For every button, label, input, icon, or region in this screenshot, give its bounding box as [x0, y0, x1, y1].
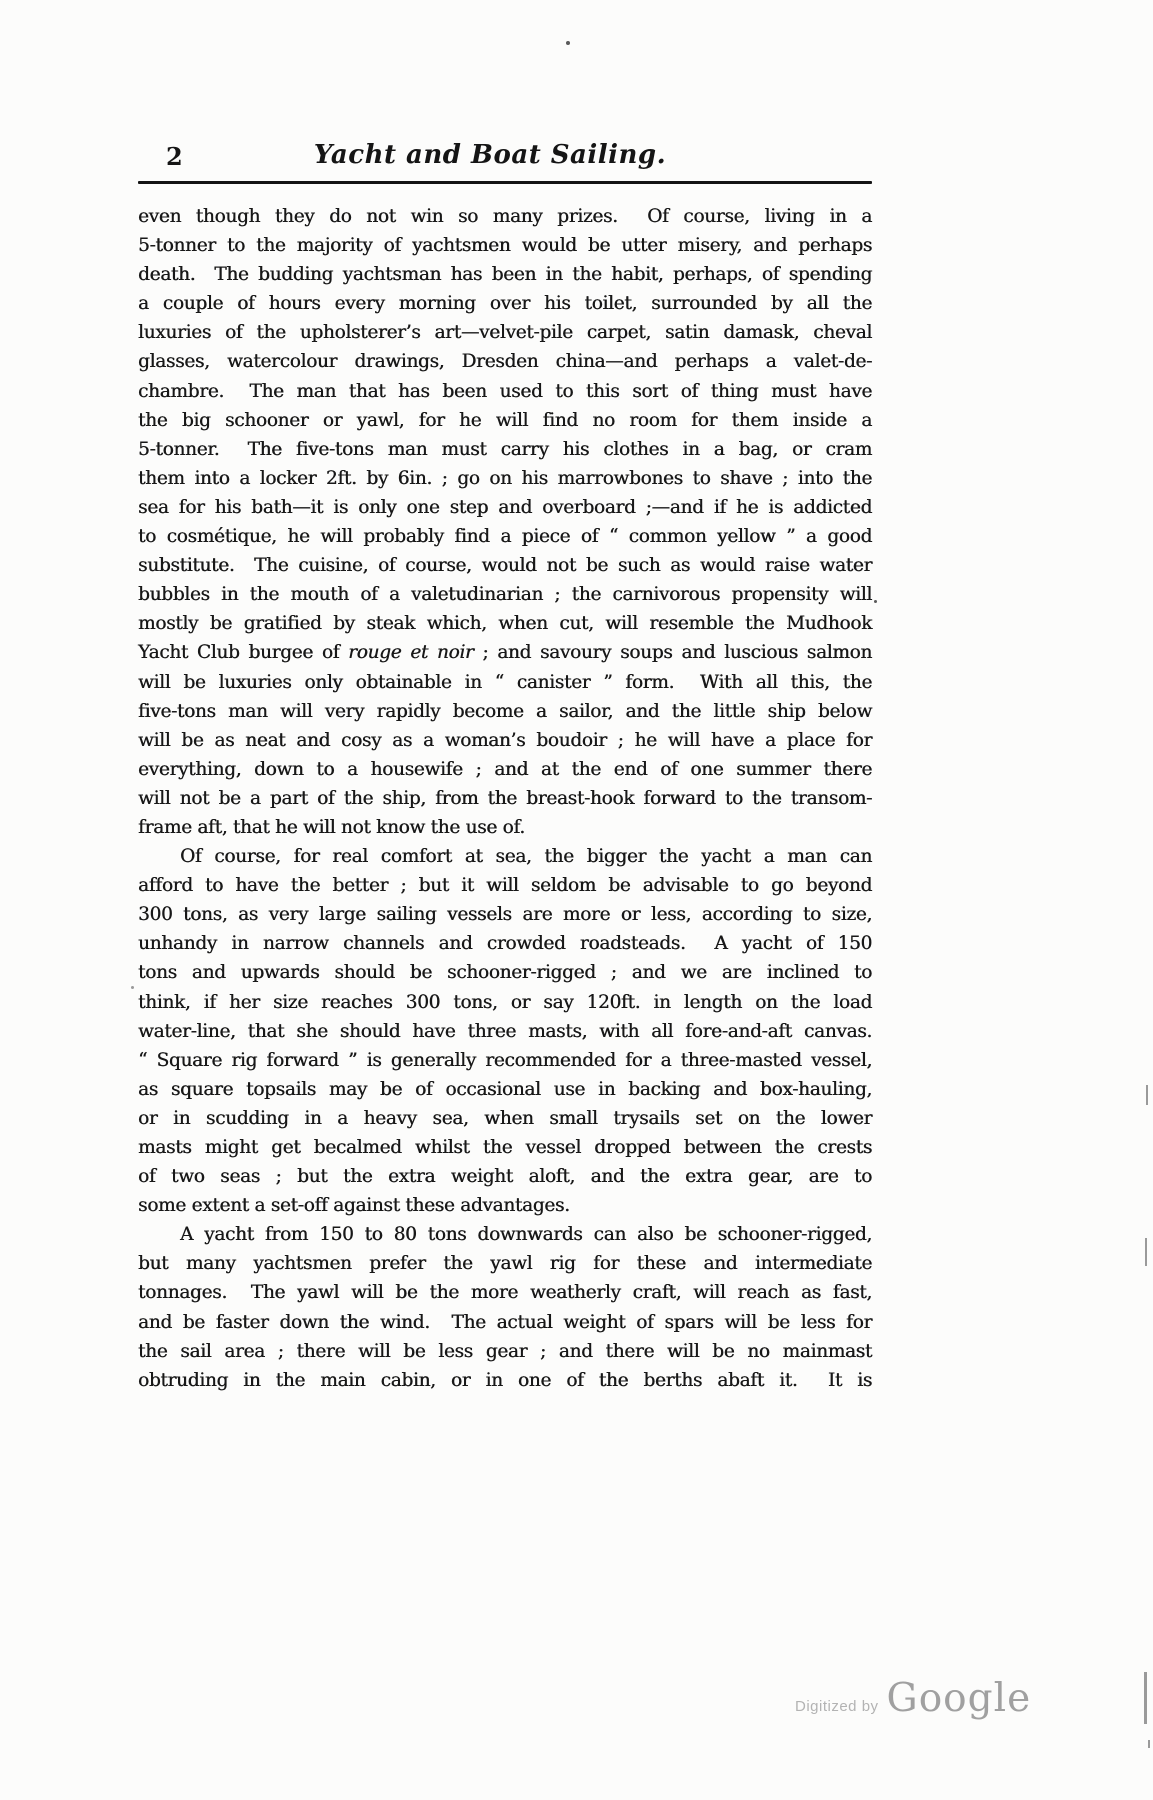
text-line: will be luxuries only obtainable in “ canister ” form. With all this, the — [138, 671, 872, 693]
text-line: mostly be gratified by steak which, when cut, will resemble the Mudhook — [138, 613, 872, 635]
digitized-by-label: Digitized by — [795, 1698, 879, 1715]
text-line: think, if her size reaches 300 tons, or say 120ft. in length on the load — [138, 991, 872, 1013]
text-line: everything, down to a housewife ; and at the end of one summer there — [138, 758, 872, 780]
text-line: luxuries of the upholsterer’s art—velvet-pile carpet, satin damask, cheval — [138, 322, 872, 344]
body-text — [138, 202, 872, 1395]
text-line: of two seas ; but the extra weight aloft, and the extra gear, are to — [138, 1166, 872, 1188]
text-line: tons and upwards should be schooner-rigged ; and we are inclined to — [138, 962, 872, 984]
text-line: obtruding in the main cabin, or in one of the berths abaft it. It is — [138, 1369, 872, 1391]
text-line: death. The budding yachtsman has been in the habit, perhaps, of spending — [138, 264, 872, 286]
text-line: water-line, that she should have three masts, with all fore-and-aft canvas. — [138, 1020, 872, 1042]
running-title: Yacht and Boat Sailing. — [313, 140, 667, 170]
text-line: unhandy in narrow channels and crowded roadsteads. A yacht of 150 — [138, 933, 872, 955]
text-line: glasses, watercolour drawings, Dresden china—and perhaps a valet-de- — [138, 351, 872, 373]
text-line: even though they do not win so many prizes. Of course, living in a — [138, 206, 872, 227]
text-line: and be faster down the wind. The actual weight of spars will be less for — [138, 1311, 872, 1333]
google-logo: Google — [886, 1676, 1032, 1721]
text-line: 5-tonner. The five-tons man must carry his clothes in a bag, or cram — [138, 438, 872, 460]
watermark — [795, 1676, 1055, 1728]
text-line: substitute. The cuisine, of course, would not be such as would raise water — [138, 555, 872, 577]
text-line: will not be a part of the ship, from the breast-hook forward to the transom- — [138, 787, 872, 809]
text-line: the big schooner or yawl, for he will find no room for them inside a — [138, 409, 872, 431]
text-line: sea for his bath—it is only one step and overboard ;—and if he is addicted — [138, 496, 872, 518]
text-line: 300 tons, as very large sailing vessels are more or less, according to size, — [138, 904, 872, 926]
scan-edge-mark — [1146, 1085, 1148, 1105]
page-number: 2 — [166, 142, 183, 171]
scan-speck — [874, 600, 877, 603]
text-line: 5-tonner to the majority of yachtsmen would be utter misery, and perhaps — [138, 235, 872, 257]
text-line: the sail area ; there will be less gear ; and there will be no mainmast — [138, 1340, 872, 1362]
text-line: afford to have the better ; but it will seldom be advisable to go beyond — [138, 875, 872, 897]
text-line: some extent a set-off against these advantages. — [138, 1195, 570, 1217]
text-line: frame aft, that he will not know the use of. — [138, 816, 525, 838]
scan-edge-mark — [1144, 1672, 1147, 1724]
scan-speck — [131, 986, 134, 989]
text-line: tonnages. The yawl will be the more weatherly craft, will reach as fast, — [138, 1282, 872, 1304]
scan-speck — [566, 41, 570, 45]
text-line: but many yachtsmen prefer the yawl rig for these and intermediate — [138, 1253, 872, 1275]
text-line: chambre. The man that has been used to this sort of thing must have — [138, 380, 872, 402]
text-line: five-tons man will very rapidly become a sailor, and the little ship below — [138, 700, 872, 722]
text-line: will be as neat and cosy as a woman’s boudoir ; he will have a place for — [138, 729, 872, 751]
text-line: a couple of hours every morning over his toilet, surrounded by all the — [138, 293, 872, 315]
scan-edge-mark — [1148, 1740, 1150, 1748]
text-line: them into a locker 2ft. by 6in. ; go on his marrowbones to shave ; into the — [138, 467, 872, 489]
scan-edge-mark — [1145, 1238, 1147, 1266]
text-line: Of course, for real comfort at sea, the bigger the yacht a man can — [180, 846, 872, 868]
page-header — [120, 140, 860, 180]
text-line: “ Square rig forward ” is generally recommended for a three-masted vessel, — [138, 1049, 872, 1071]
text-line: Yacht Club burgee of rouge et noir ; and savoury soups and luscious salmon — [138, 642, 872, 664]
text-line: or in scudding in a heavy sea, when small trysails set on the lower — [138, 1107, 872, 1129]
text-line: as square topsails may be of occasional use in backing and box-hauling, — [138, 1078, 872, 1100]
text-line: to cosmétique, he will probably find a piece of “ common yellow ” a good — [138, 526, 872, 548]
header-rule — [138, 181, 872, 184]
text-line: bubbles in the mouth of a valetudinarian ; the carnivorous propensity will — [138, 584, 872, 606]
text-line: masts might get becalmed whilst the vessel dropped between the crests — [138, 1137, 872, 1158]
text-line: A yacht from 150 to 80 tons downwards can also be schooner-rigged, — [180, 1224, 872, 1246]
